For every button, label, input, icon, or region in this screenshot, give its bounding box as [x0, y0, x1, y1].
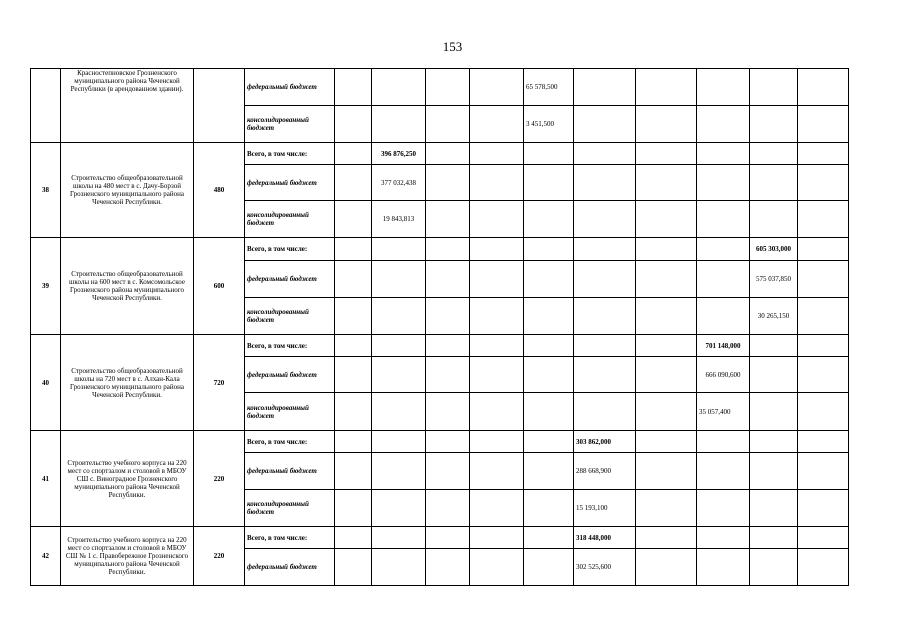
row-number: 41 [31, 431, 61, 527]
budget-value: 35 057,400 [697, 393, 750, 431]
budget-value: 3 451,500 [524, 106, 574, 143]
capacity: 720 [194, 335, 245, 431]
budget-value: 30 265,150 [750, 298, 798, 335]
budget-type-label: федеральный бюджет [245, 357, 335, 393]
table-row [31, 431, 849, 453]
capacity: 220 [194, 527, 245, 586]
budget-value: 377 032,438 [372, 165, 426, 201]
budget-type-label: федеральный бюджет [245, 549, 335, 586]
object-name: Строительство общеобразовательной школы на 600 мест в с. Комсомольское Грозненского района муниципального Чеченской Республики. [61, 238, 194, 335]
budget-value: 65 578,500 [524, 69, 574, 106]
table-row [31, 527, 849, 549]
budget-type-label: федеральный бюджет [245, 261, 335, 298]
budget-type-label: Всего, в том числе: [245, 238, 335, 261]
budget-value: 666 090,600 [697, 357, 750, 393]
capacity: 220 [194, 431, 245, 527]
budget-value: 318 448,000 [574, 527, 636, 549]
object-name: Строительство учебного корпуса на 220 мест со спортзалом и столовой в МБОУ СШ с. Виноградное Грозненского муниципального района Чеченской Республики. [61, 431, 194, 527]
capacity [194, 69, 245, 143]
page-number: 153 [442, 39, 463, 54]
budget-type-label: консолидированный бюджет [245, 106, 335, 143]
budget-value: 288 668,900 [574, 453, 636, 490]
budget-value: 15 193,100 [574, 490, 636, 527]
budget-type-label: федеральный бюджет [245, 453, 335, 490]
capacity: 480 [194, 143, 245, 238]
table-row [31, 238, 849, 261]
object-name: Строительство общеобразовательной школы на 480 мест в с. Дачу-Борзой Грозненского муниципального района Чеченской Республики. [61, 143, 194, 238]
budget-type-label: Всего, в том числе: [245, 431, 335, 453]
object-name: Строительство общеобразовательной школы на 720 мест в с. Алхан-Кала Грозненского муниципального района Чеченской Республики. [61, 335, 194, 431]
row-number: 40 [31, 335, 61, 431]
budget-value: 302 525,600 [574, 549, 636, 586]
budget-value: 701 148,000 [697, 335, 750, 357]
table-row [31, 335, 849, 357]
budget-type-label: Всего, в том числе: [245, 527, 335, 549]
budget-type-label: консолидированный бюджет [245, 490, 335, 527]
budget-value: 303 862,000 [574, 431, 636, 453]
row-number: 42 [31, 527, 61, 586]
budget-type-label: Всего, в том числе: [245, 335, 335, 357]
budget-type-label: консолидированный бюджет [245, 393, 335, 431]
budget-value: 575 037,850 [750, 261, 798, 298]
budget-value: 19 843,813 [372, 201, 426, 238]
row-number: 39 [31, 238, 61, 335]
row-number: 38 [31, 143, 61, 238]
budget-type-label: федеральный бюджет [245, 165, 335, 201]
capacity: 600 [194, 238, 245, 335]
budget-type-label: Всего, в том числе: [245, 143, 335, 165]
budget-type-label: консолидированный бюджет [245, 201, 335, 238]
object-name: Строительство учебного корпуса на 220 мест со спортзалом и столовой в МБОУ СШ № 1 с. Правобережное Грозненского муниципального района Чеченской Республики. [61, 527, 194, 586]
budget-value: 396 876,250 [372, 143, 426, 165]
budget-table [30, 68, 849, 586]
table-row [31, 69, 849, 106]
budget-type-label: федеральный бюджет [245, 69, 335, 106]
object-name: Красностепновское Грозненского муниципального района Чеченской Республики (в арендованном здании). [61, 69, 194, 143]
budget-value: 605 303,000 [750, 238, 798, 261]
budget-type-label: консолидированный бюджет [245, 298, 335, 335]
table-row [31, 143, 849, 165]
row-number [31, 69, 61, 143]
